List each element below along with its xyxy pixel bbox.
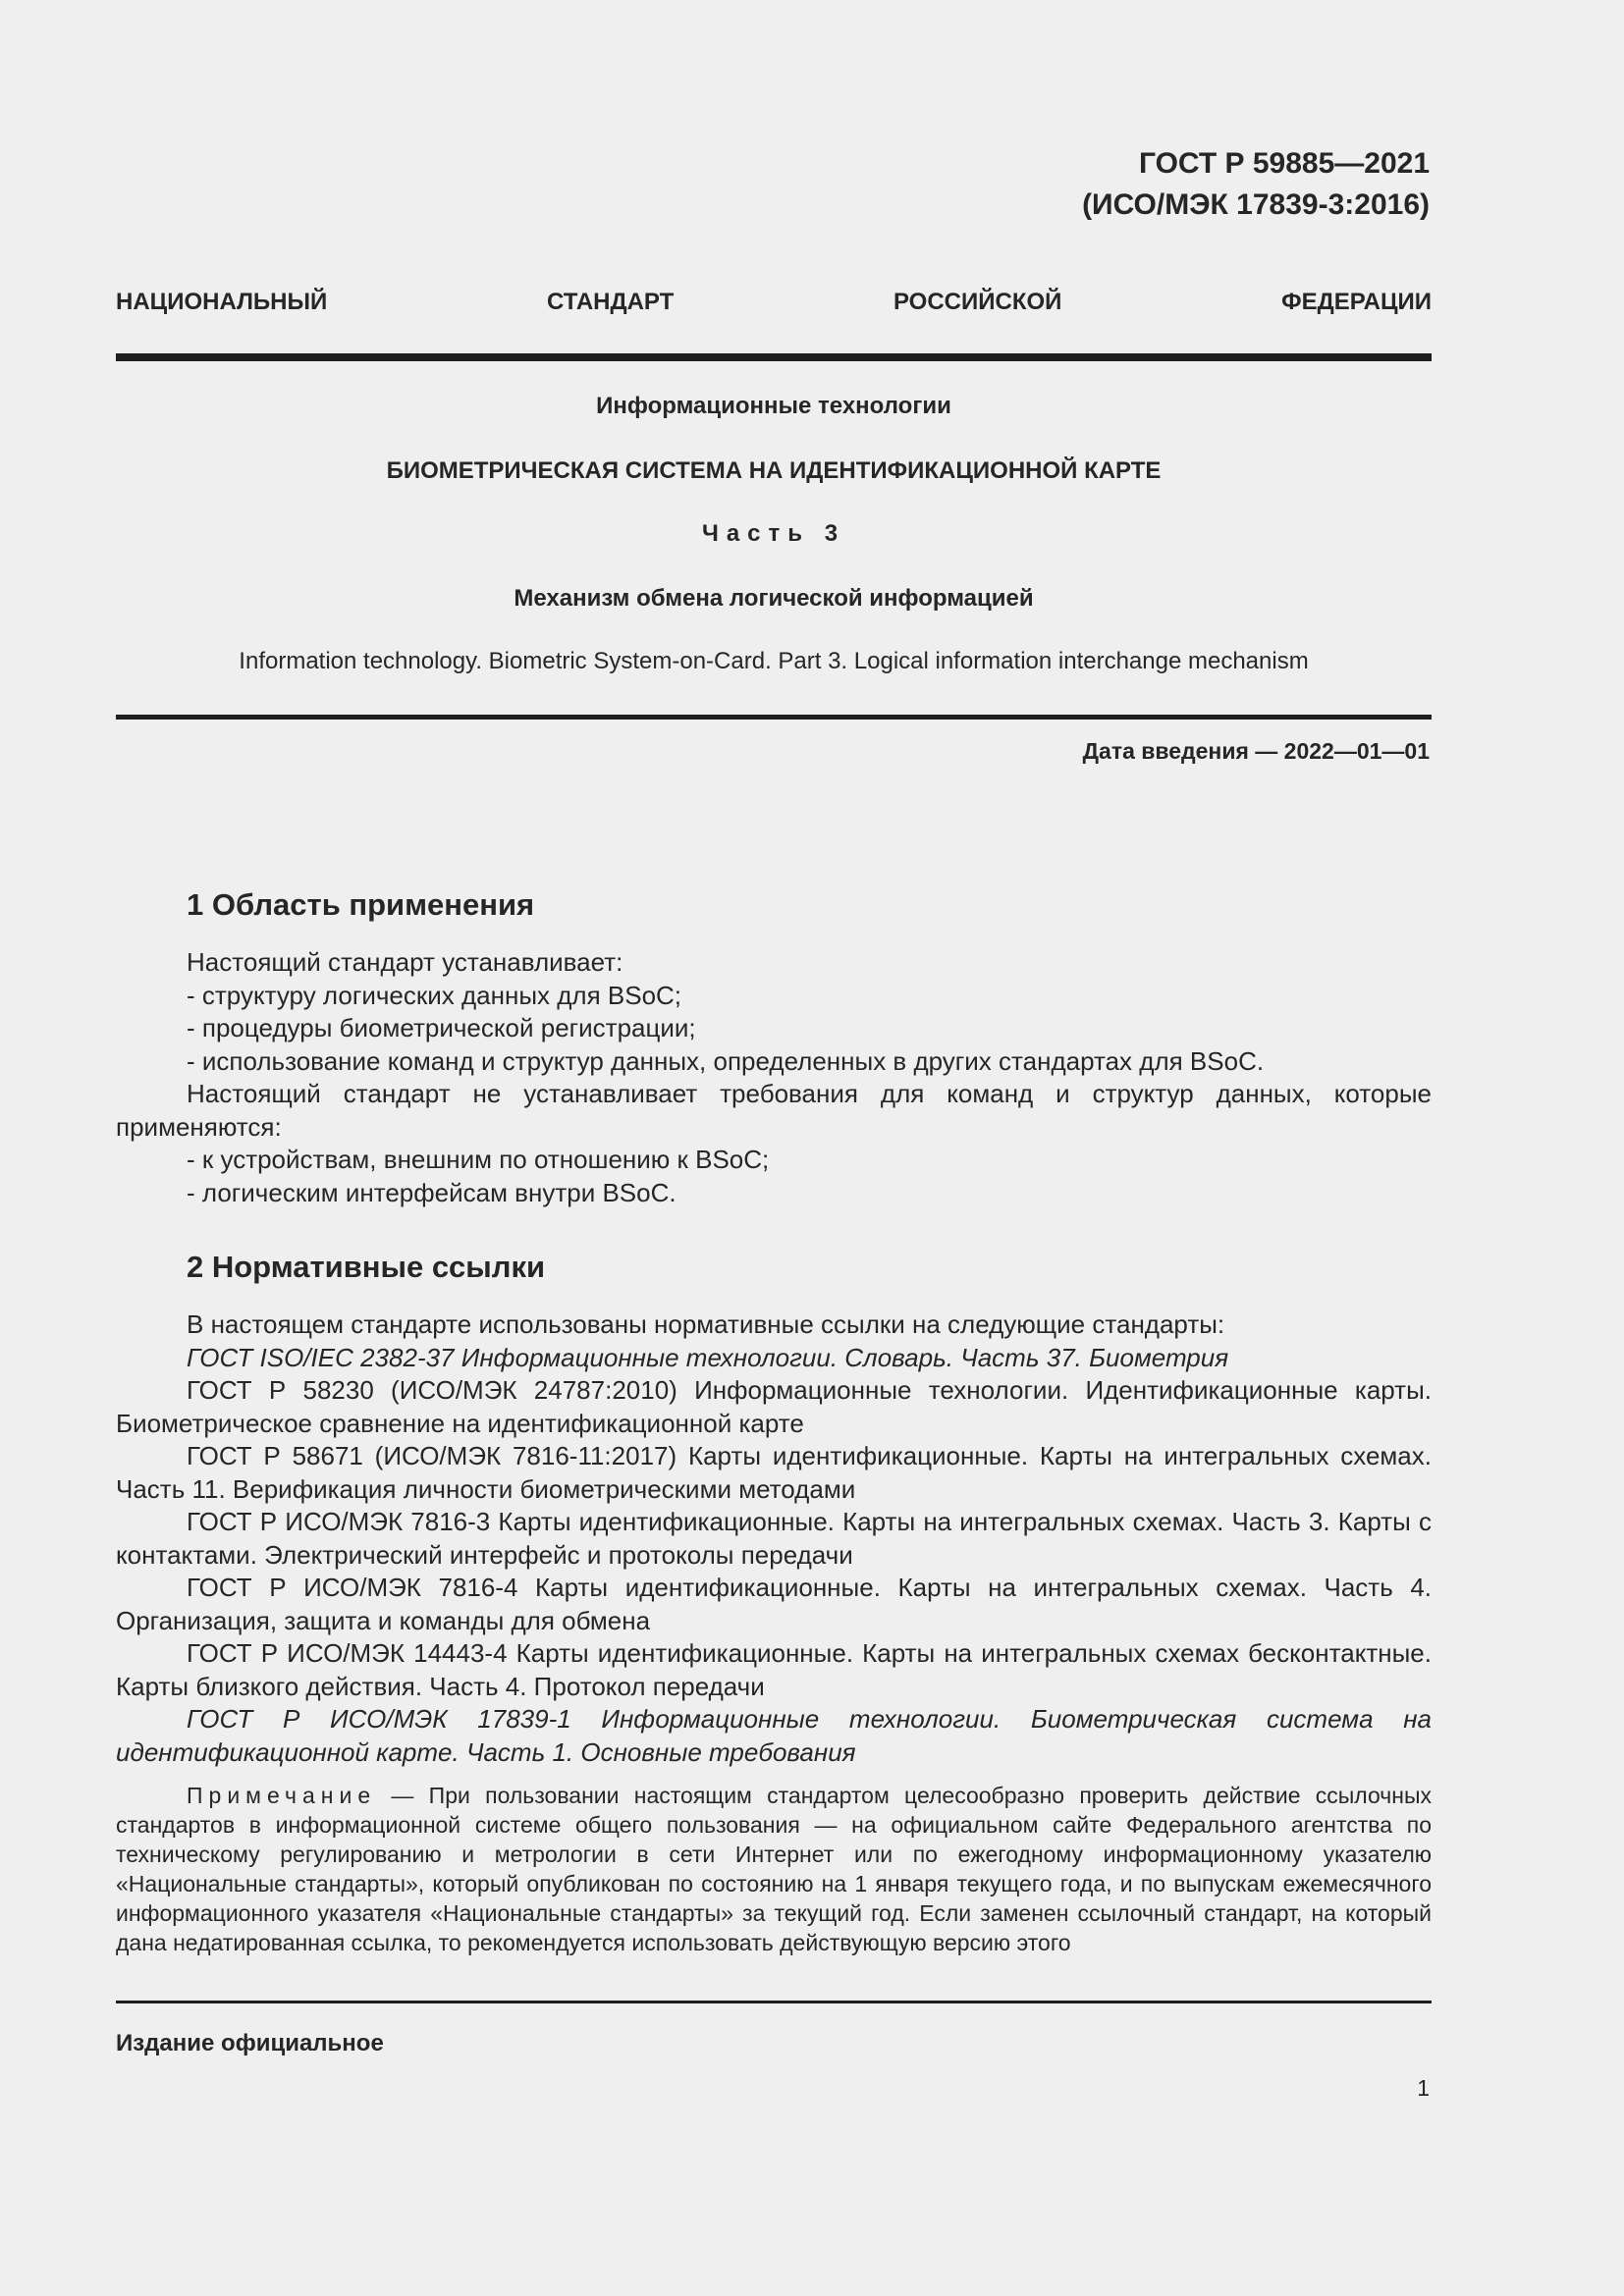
- footer-divider: [116, 2001, 1432, 2003]
- scope-paragraph: Настоящий стандарт не устанавливает требования для команд и структур данных, которые применяются:: [116, 1079, 1432, 1142]
- section-heading-scope: 1 Область применения: [187, 887, 535, 922]
- scope-content: [116, 946, 1432, 1209]
- banner-word-1: НАЦИОНАЛЬНЫЙ: [116, 289, 328, 315]
- introduction-date: Дата введения — 2022—01—01: [1082, 738, 1430, 764]
- title-divider: [116, 715, 1432, 720]
- reference-item: ГОСТ Р ИСО/МЭК 17839-1 Информационные технологии. Биометрическая система на идентификационной карте. Часть 1. Основные требования: [116, 1704, 1432, 1767]
- note-label: Примечание: [187, 1783, 377, 1808]
- scope-line: - процедуры биометрической регистрации;: [187, 1013, 696, 1042]
- reference-item: ГОСТ Р 58230 (ИСО/МЭК 24787:2010) Информационные технологии. Идентификационные карты. Биометрическое сравнение на идентификационной карте: [116, 1375, 1432, 1438]
- references-intro: В настоящем стандарте использованы нормативные ссылки на следующие стандарты:: [187, 1309, 1225, 1339]
- scope-line: - логическим интерфейсам внутри BSoC.: [187, 1177, 677, 1207]
- official-edition-label: Издание официальное: [116, 2030, 384, 2056]
- scope-line: - к устройствам, внешним по отношению к BSoC;: [187, 1145, 770, 1174]
- reference-item: ГОСТ Р ИСО/МЭК 7816-4 Карты идентификационные. Карты на интегральных схемах. Часть 4. Организация, защита и команды для обмена: [116, 1573, 1432, 1635]
- section-heading-references: 2 Нормативные ссылки: [187, 1250, 546, 1284]
- reference-item: ГОСТ Р ИСО/МЭК 14443-4 Карты идентификационные. Карты на интегральных схемах бесконтактные. Карты близкого действия. Часть 4. Протокол передачи: [116, 1638, 1432, 1701]
- note-paragraph: [116, 1781, 1432, 1957]
- header-divider: [116, 353, 1432, 361]
- section-references: [116, 1248, 1432, 1287]
- banner-word-3: РОССИЙСКОЙ: [893, 289, 1062, 315]
- national-standard-banner: [116, 289, 1432, 316]
- references-content: [116, 1308, 1432, 1769]
- page-number: 1: [1417, 2075, 1430, 2101]
- section-scope: [116, 885, 1432, 925]
- iso-reference: (ИСО/МЭК 17839-3:2016): [1082, 188, 1430, 221]
- reference-item: ГОСТ Р ИСО/МЭК 7816-3 Карты идентификационные. Карты на интегральных схемах. Часть 3. Карты с контактами. Электрический интерфейс и протоколы передачи: [116, 1507, 1432, 1570]
- note-text: — При пользовании настоящим стандартом целесообразно проверить действие ссылочных стандартов в информационной системе общего пользования — на официальном сайте Федерального агентства по техническому регулированию и метрологии в сети Интернет или по ежегодному информационному указателю «Национальные стандарты», который опубликован по состоянию на 1 января текущего года, и по выпускам ежемесячного информационного указателя «Национальные стандарты» за текущий год. Если заменен ссылочный стандарт, на который дана недатированная ссылка, то рекомендуется использовать действующую версию этого: [116, 1783, 1432, 1955]
- main-title: БИОМЕТРИЧЕСКАЯ СИСТЕМА НА ИДЕНТИФИКАЦИОННОЙ КАРТЕ: [386, 457, 1162, 484]
- reference-item: ГОСТ Р 58671 (ИСО/МЭК 7816-11:2017) Карты идентификационные. Карты на интегральных схемах. Часть 11. Верификация личности биометрическими методами: [116, 1441, 1432, 1504]
- part-title: Механизм обмена логической информацией: [514, 585, 1034, 612]
- banner-word-2: СТАНДАРТ: [546, 289, 675, 315]
- banner-word-4: ФЕДЕРАЦИИ: [1281, 289, 1432, 315]
- scope-line: Настоящий стандарт устанавливает:: [187, 947, 623, 977]
- scope-line: - использование команд и структур данных, определенных в других стандартах для BSoC.: [187, 1045, 1265, 1076]
- gost-designation: [1082, 143, 1430, 226]
- scope-line: - структуру логических данных для BSoC;: [187, 980, 682, 1010]
- subject-title: Информационные технологии: [596, 393, 951, 419]
- english-title: Information technology. Biometric System-on-Card. Part 3. Logical information interchange mechanism: [239, 648, 1309, 674]
- gost-number: ГОСТ Р 59885—2021: [1138, 147, 1430, 180]
- part-label: Часть 3: [701, 520, 846, 547]
- reference-item: ГОСТ ISO/IEC 2382-37 Информационные технологии. Словарь. Часть 37. Биометрия: [187, 1342, 1229, 1372]
